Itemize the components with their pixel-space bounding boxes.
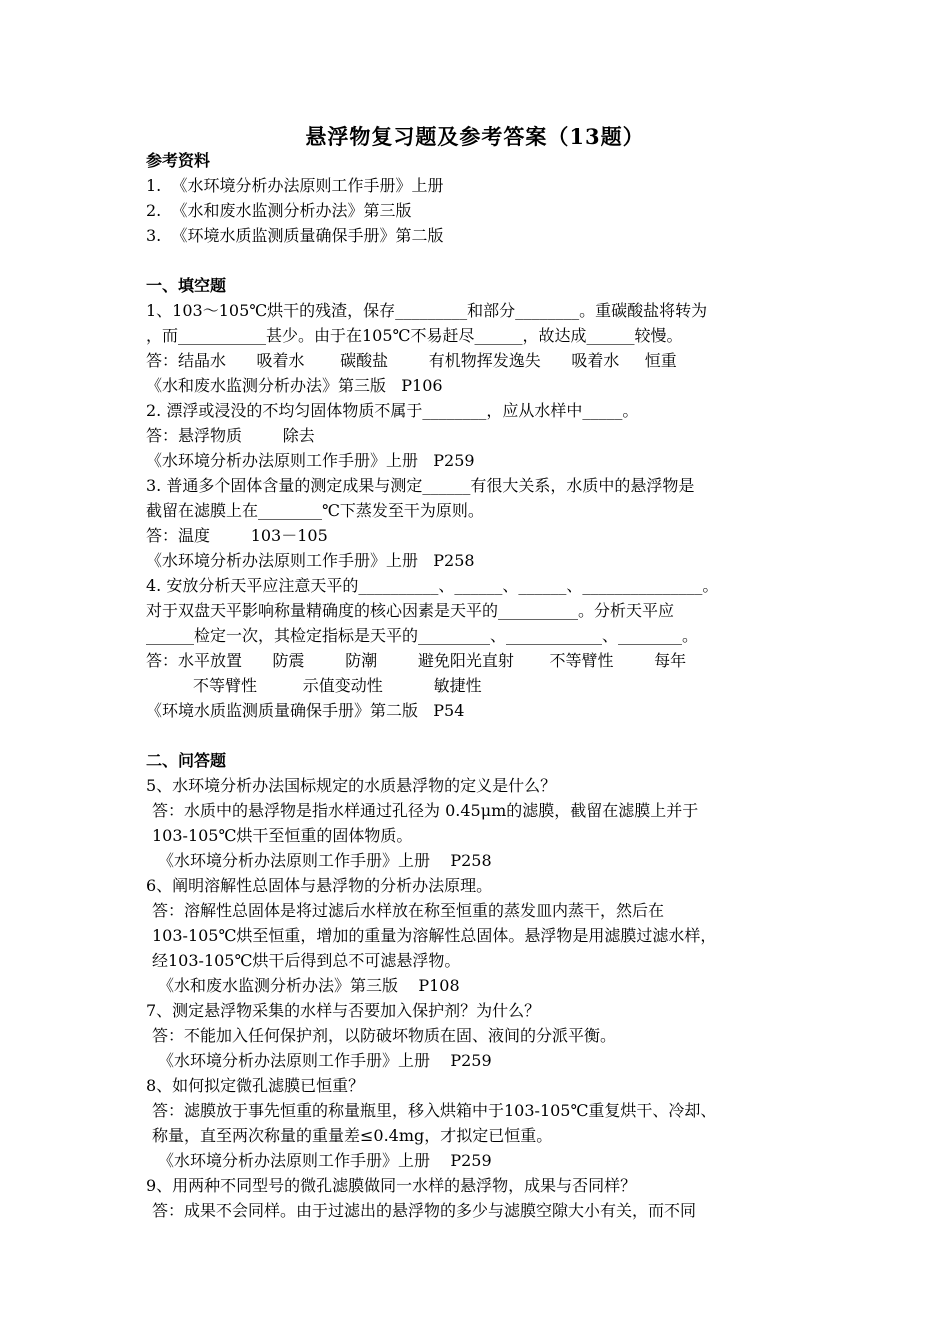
answer-line: 称量，直至两次称量的重量差≤0.4mg，才拟定已恒重。: [152, 1126, 553, 1145]
answer-line: 答：水质中的悬浮物是指水样通过孔径为 0.45μm的滤膜，截留在滤膜上并于: [152, 801, 699, 820]
source-line: 《水和废水监测分析办法》第三版 P106: [146, 376, 443, 395]
source-line: 《水环境分析办法原则工作手册》上册 P258: [158, 851, 492, 870]
answer-line: 答：水平放置 防震 防潮 避免阳光直射 不等臂性 每年: [146, 651, 687, 670]
answer-line: 103-105℃烘干至恒重的固体物质。: [152, 826, 413, 845]
fill-line: ，而___________甚少。由于在105℃不易赶尽______，故达成______较慢。: [146, 326, 683, 345]
source-line: 《水环境分析办法原则工作手册》上册 P259: [158, 1051, 492, 1070]
ref-item: 3. 《环境水质监测质量确保手册》第二版: [146, 226, 444, 245]
answer-line: 经103-105℃烘干后得到总不可滤悬浮物。: [152, 951, 461, 970]
question-9: 9、用两种不同型号的微孔滤膜做同一水样的悬浮物，成果与否同样？: [146, 1176, 637, 1195]
source-line: 《环境水质监测质量确保手册》第二版 P54: [146, 701, 465, 720]
answer-line: 答：滤膜放于事先恒重的称量瓶里，移入烘箱中于103-105℃重复烘干、冷却、: [152, 1101, 717, 1120]
source-line: 《水环境分析办法原则工作手册》上册 P259: [158, 1151, 492, 1170]
fill-line: 截留在滤膜上在________℃下蒸发至干为原则。: [146, 501, 484, 520]
section1-heading: 一、填空题: [146, 276, 227, 295]
fill-line: 1、103～105℃烘干的残渣，保存_________和部分________。重碳酸盐将转为: [146, 301, 708, 320]
source-line: 《水环境分析办法原则工作手册》上册 P259: [146, 451, 475, 470]
fill-line: 3. 普通多个固体含量的测定成果与测定______有很大关系，水质中的悬浮物是: [146, 476, 695, 495]
answer-line: 答：溶解性总固体是将过滤后水样放在称至恒重的蒸发皿内蒸干，然后在: [152, 901, 665, 920]
answer-line: 103-105℃烘至恒重，增加的重量为溶解性总固体。悬浮物是用滤膜过滤水样，: [152, 926, 717, 945]
fill-line: 4. 安放分析天平应注意天平的__________、______、______、_______________。: [146, 576, 719, 595]
answer-line: 答：不能加入任何保护剂，以防破坏物质在固、液间的分派平衡。: [152, 1026, 617, 1045]
question-8: 8、如何拟定微孔滤膜已恒重？: [146, 1076, 365, 1095]
question-7: 7、测定悬浮物采集的水样与否要加入保护剂？为什么？: [146, 1001, 541, 1020]
answer-line: 答：温度 103－105: [146, 526, 328, 545]
question-5: 5、水环境分析办法国标规定的水质悬浮物的定义是什么？: [146, 776, 557, 795]
refs-heading: 参考资料: [146, 151, 211, 170]
ref-item: 2. 《水和废水监测分析办法》第三版: [146, 201, 412, 220]
section2-heading: 二、问答题: [146, 751, 227, 770]
answer-line: 不等臂性 示值变动性 敏捷性: [193, 676, 482, 695]
answer-line: 答：悬浮物质 除去: [146, 426, 315, 445]
answer-line: 答：成果不会同样。由于过滤出的悬浮物的多少与滤膜空隙大小有关，而不同: [152, 1201, 697, 1220]
source-line: 《水和废水监测分析办法》第三版 P108: [158, 976, 460, 995]
answer-line: 答：结晶水 吸着水 碳酸盐 有机物挥发逸失 吸着水 恒重: [146, 351, 677, 370]
page-title: 悬浮物复习题及参考答案（13题）: [305, 124, 645, 149]
source-line: 《水环境分析办法原则工作手册》上册 P258: [146, 551, 475, 570]
fill-line: ______检定一次，其检定指标是天平的_________、____________、________。: [146, 626, 699, 645]
fill-line: 2. 漂浮或浸没的不均匀固体物质不属于________，应从水样中_____。: [146, 401, 639, 420]
fill-line: 对于双盘天平影响称量精确度的核心因素是天平的__________。分析天平应: [146, 601, 675, 620]
ref-item: 1. 《水环境分析办法原则工作手册》上册: [146, 176, 444, 195]
question-6: 6、阐明溶解性总固体与悬浮物的分析办法原理。: [146, 876, 493, 895]
